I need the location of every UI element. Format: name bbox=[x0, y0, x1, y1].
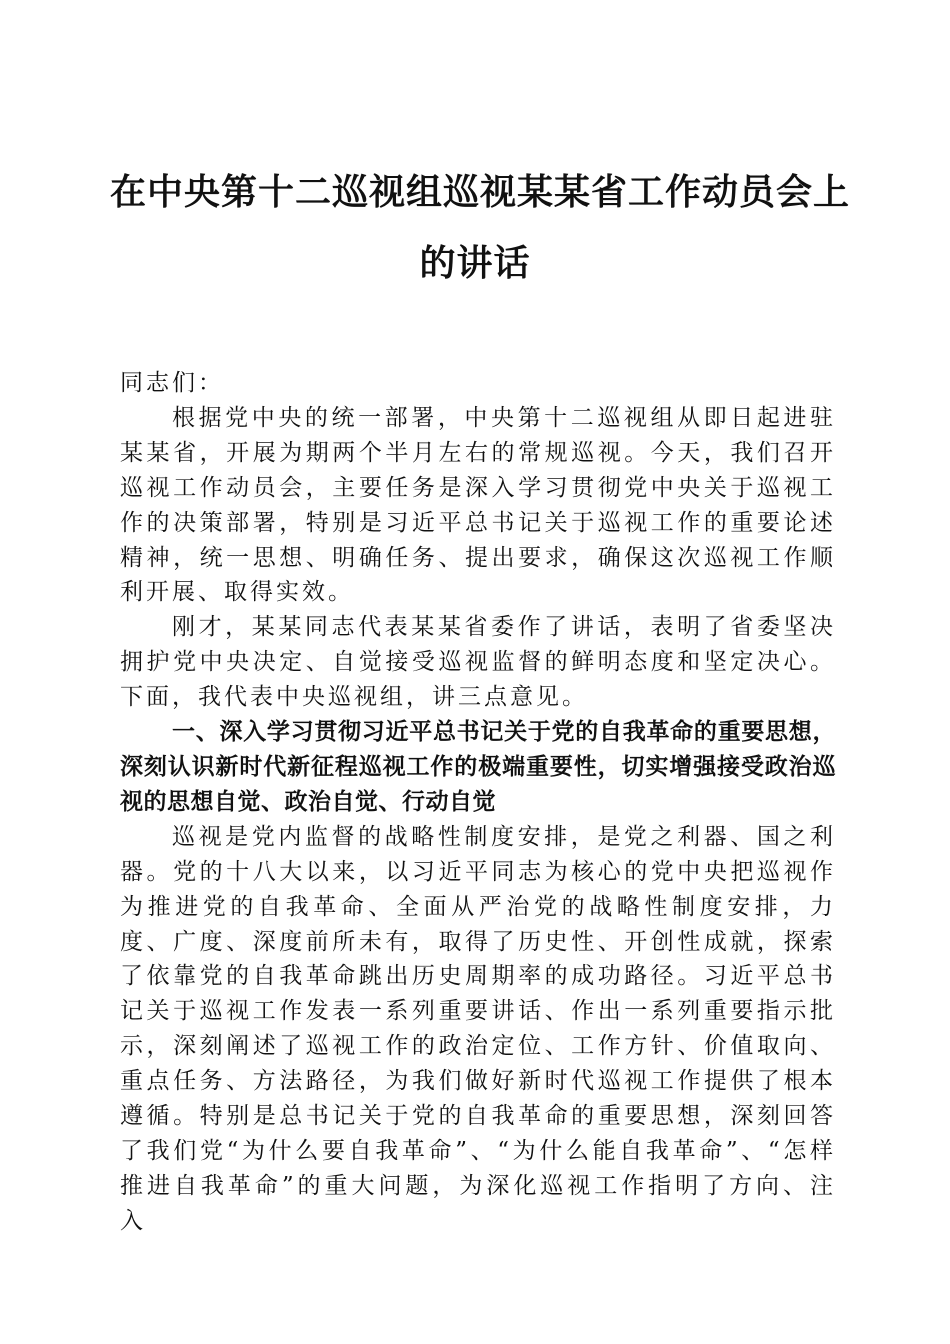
section-heading-1: 一、深入学习贯彻习近平总书记关于党的自我革命的重要思想，深刻认识新时代新征程巡视工作的极端重要性，切实增强接受政治巡视的思想自觉、政治自觉、行动自觉 bbox=[120, 719, 836, 815]
document-body bbox=[120, 366, 836, 1239]
salutation: 同志们： bbox=[120, 370, 224, 396]
document-title-line-2: 的讲话 bbox=[419, 242, 531, 284]
document-title-line-1: 在中央第十二巡视组巡视某某省工作动员会上 bbox=[110, 171, 851, 213]
body-paragraph-2: 刚才，某某同志代表某某省委作了讲话，表明了省委坚决拥护党中央决定、自觉接受巡视监督的鲜明态度和坚定决心。下面，我代表中央巡视组，讲三点意见。 bbox=[120, 614, 836, 711]
section-1-paragraph: 巡视是党内监督的战略性制度安排，是党之利器、国之利器。党的十八大以来，以习近平同志为核心的党中央把巡视作为推进党的自我革命、全面从严治党的战略性制度安排，力度、广度、深度前所未有，取得了历史性、开创性成就，探索了依靠党的自我革命跳出历史周期率的成功路径。习近平总书记关于巡视工作发表一系列重要讲话、作出一系列重要指示批示，深刻阐述了巡视工作的政治定位、工作方针、价值取向、重点任务、方法路径，为我们做好新时代巡视工作提供了根本遵循。特别是总书记关于党的自我革命的重要思想，深刻回答了我们党“为什么要自我革命”、“为什么能自我革命”、“怎样推进自我革命”的重大问题，为深化巡视工作指明了方向、注入 bbox=[120, 823, 836, 1234]
body-paragraph-1: 根据党中央的统一部署，中央第十二巡视组从即日起进驻某某省，开展为期两个半月左右的常规巡视。今天，我们召开巡视工作动员会，主要任务是深入学习贯彻党中央关于巡视工作的决策部署，特别是习近平总书记关于巡视工作的重要论述精神，统一思想、明确任务、提出要求，确保这次巡视工作顺利开展、取得实效。 bbox=[120, 404, 836, 606]
